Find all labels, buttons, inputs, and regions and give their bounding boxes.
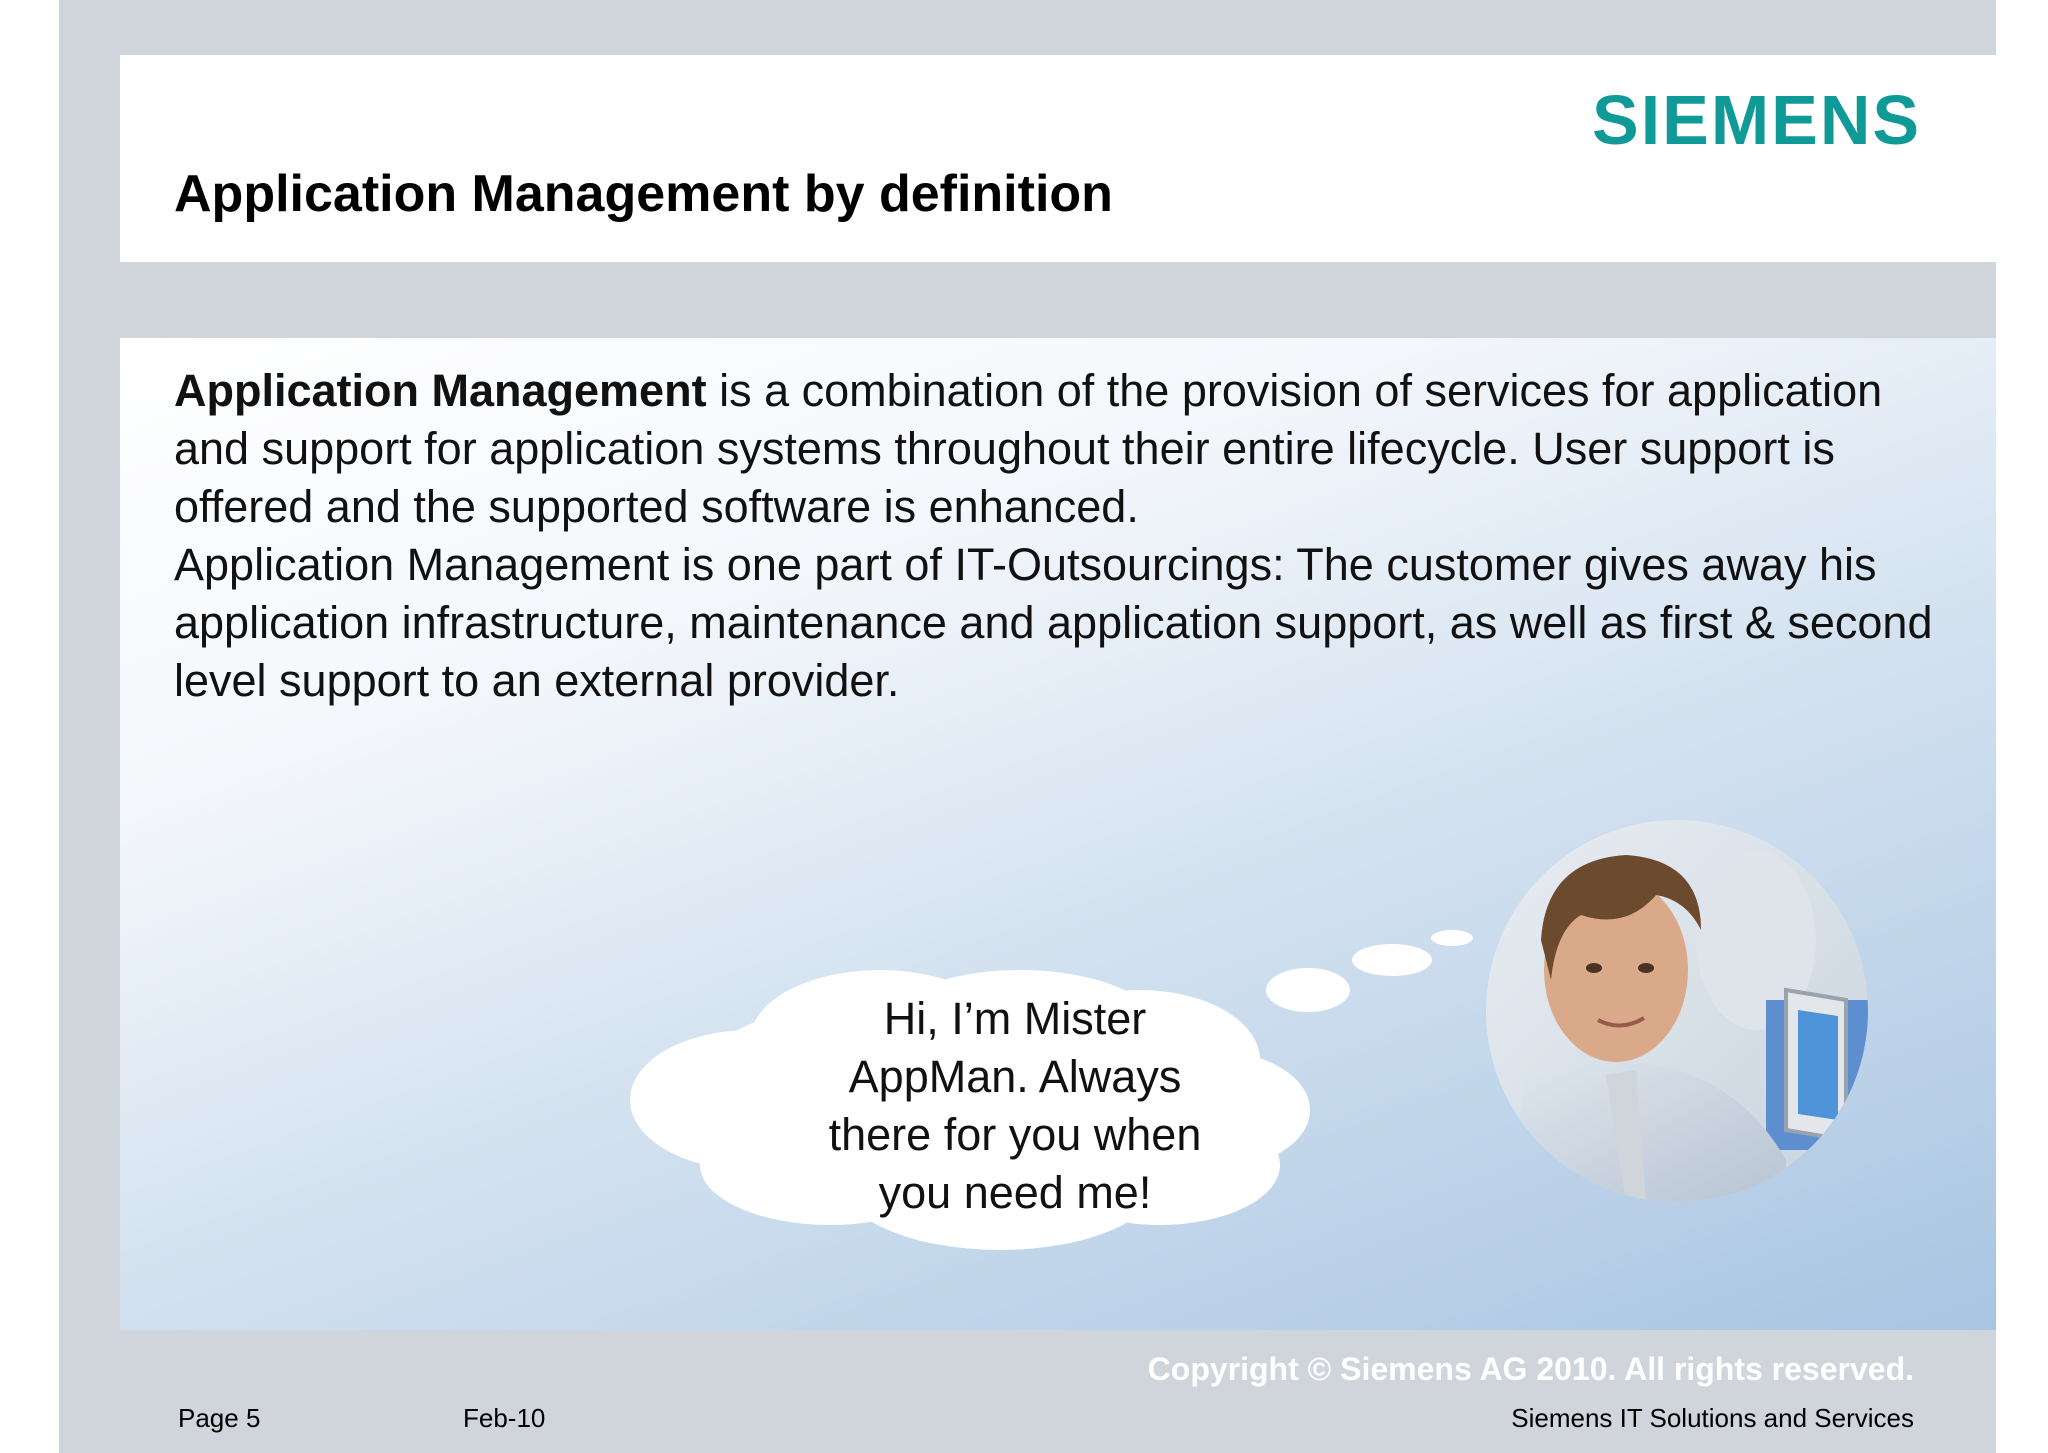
definition-paragraph-1 <box>174 362 1934 536</box>
definition-term: Application Management <box>174 365 707 416</box>
definition-text <box>174 362 1934 710</box>
company-name: Siemens IT Solutions and Services <box>1511 1403 1914 1433</box>
thought-line-1: Hi, I’m Mister <box>883 993 1147 1044</box>
thought-line-3: there for you when <box>828 1109 1202 1160</box>
thought-line-4: you need me! <box>878 1167 1152 1218</box>
siemens-logo: SIEMENS <box>1592 81 1922 159</box>
page-number: Page 5 <box>178 1403 261 1433</box>
thought-bubble-text <box>790 990 1240 1222</box>
slide-title: Application Management by definition <box>174 165 1113 223</box>
definition-paragraph-2: Application Management is one part of IT-Outsourcings: The customer gives away his application infrastructure, maintenance and application support, as well as first & second level support to an external provider. <box>174 539 1933 706</box>
thought-line-2: AppMan. Always <box>848 1051 1182 1102</box>
appman-portrait <box>1486 820 1868 1202</box>
definition-paragraph-1-rest: is a combination of the provision of services for application and support for application systems throughout their entire lifecycle. User support is offered and the supported software is enhanced. <box>174 365 1883 532</box>
person-icon <box>1486 820 1868 1202</box>
slide-date: Feb-10 <box>463 1403 546 1433</box>
copyright-notice: Copyright © Siemens AG 2010. All rights reserved. <box>1147 1351 1914 1387</box>
